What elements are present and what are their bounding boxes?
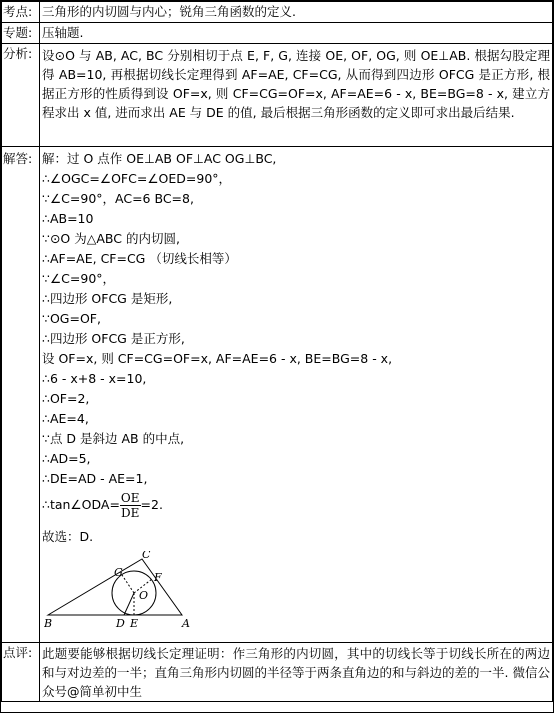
dianping-text: 此题要能够根据切线长定理证明：作三角形的内切圆，其中的切线长等于切线长所在的两边和与对边差的一半；直角三角形内切圆的半径等于两条直角边的和与斜边的差的一半. 微信公众号@简单初中生 [40, 643, 553, 702]
solution-step: ∴AB=10 [42, 211, 94, 226]
zhuanti-text: 压轴题. [40, 23, 553, 44]
tan-step [42, 489, 550, 521]
solution-step: ∴AE=4, [42, 411, 89, 426]
tan-prefix: ∴tan∠ODA= [42, 497, 120, 512]
solution-step: ∴AF=AE, CF=CG （切线长相等） [42, 251, 237, 266]
label-b: B [44, 617, 53, 630]
row-label: 点评: [2, 643, 40, 702]
row-dianping [2, 643, 553, 702]
solution-step: ∵∠C=90°，AC=6 BC=8, [42, 191, 194, 206]
jieda-content [40, 147, 553, 643]
tan-fraction [120, 491, 141, 520]
solution-step: ∴四边形 OFCG 是正方形, [42, 331, 185, 346]
answer-line: 故选：D. [42, 529, 94, 544]
solution-step: ∵OG=OF, [42, 311, 101, 326]
fenxi-text: 设⊙O 与 AB, AC, BC 分别相切于点 E, F, G, 连接 OE, OF, OG, 则 OE⊥AB. 根据勾股定理得 AB=10, 再根据切线长定理得到 AF=AE, CF=CG, 从而得到四边形 OFCG 是正方形, 根据正方形的性质得到设 OF=x, 则 CF=CG=OF=x, AF=AE=6 - x, BE=BG=8 - x, 建立方程求出 x 值, 进而求出 AE 与 DE 的值, 最后根据三角形函数的定义即可求出最后结果. [40, 44, 553, 147]
solution-step: ∴∠OGC=∠OFC=∠OED=90°， [42, 171, 232, 186]
label-f: F [154, 571, 162, 584]
label-e: E [130, 617, 139, 630]
solution-step: ∴四边形 OFCG 是矩形, [42, 291, 173, 306]
row-jieda [2, 147, 553, 643]
segment-og [122, 575, 134, 593]
segment-od [124, 593, 134, 615]
fraction-denominator: DE [121, 506, 140, 520]
row-kaodian [2, 2, 553, 23]
solution-step: ∴DE=AD - AE=1, [42, 471, 148, 486]
solution-step: ∵⊙O 为△ABC 的内切圆, [42, 231, 180, 246]
row-label: 考点: [2, 2, 40, 23]
solution-step: ∴OF=2, [42, 391, 90, 406]
label-a: A [182, 617, 190, 630]
row-label: 分析: [2, 44, 40, 147]
fraction-numerator: OE [120, 491, 140, 505]
label-o: O [139, 589, 149, 602]
row-zhuanti [2, 23, 553, 44]
row-label: 解答: [2, 147, 40, 643]
label-g: G [114, 566, 123, 579]
solution-steps [42, 149, 550, 489]
solution-step: 解：过 O 点作 OE⊥AB OF⊥AC OG⊥BC, [42, 151, 277, 166]
tan-suffix: =2. [140, 497, 163, 512]
solution-table [1, 1, 553, 702]
label-d: D [116, 617, 125, 630]
solution-step: 设 OF=x, 则 CF=CG=OF=x, AF=AE=6 - x, BE=BG=8 - x, [42, 351, 393, 366]
kaodian-text: 三角形的内切圆与内心；锐角三角函数的定义. [40, 2, 553, 23]
label-c: C [142, 551, 151, 561]
row-fenxi [2, 44, 553, 147]
solution-step: ∵∠C=90°， [42, 271, 116, 286]
solution-step: ∴6 - x+8 - x=10, [42, 371, 147, 386]
solution-step: ∴AD=5, [42, 451, 91, 466]
solution-step: ∵点 D 是斜边 AB 的中点, [42, 431, 185, 446]
triangle-incircle-figure [44, 551, 194, 631]
row-label: 专题: [2, 23, 40, 44]
